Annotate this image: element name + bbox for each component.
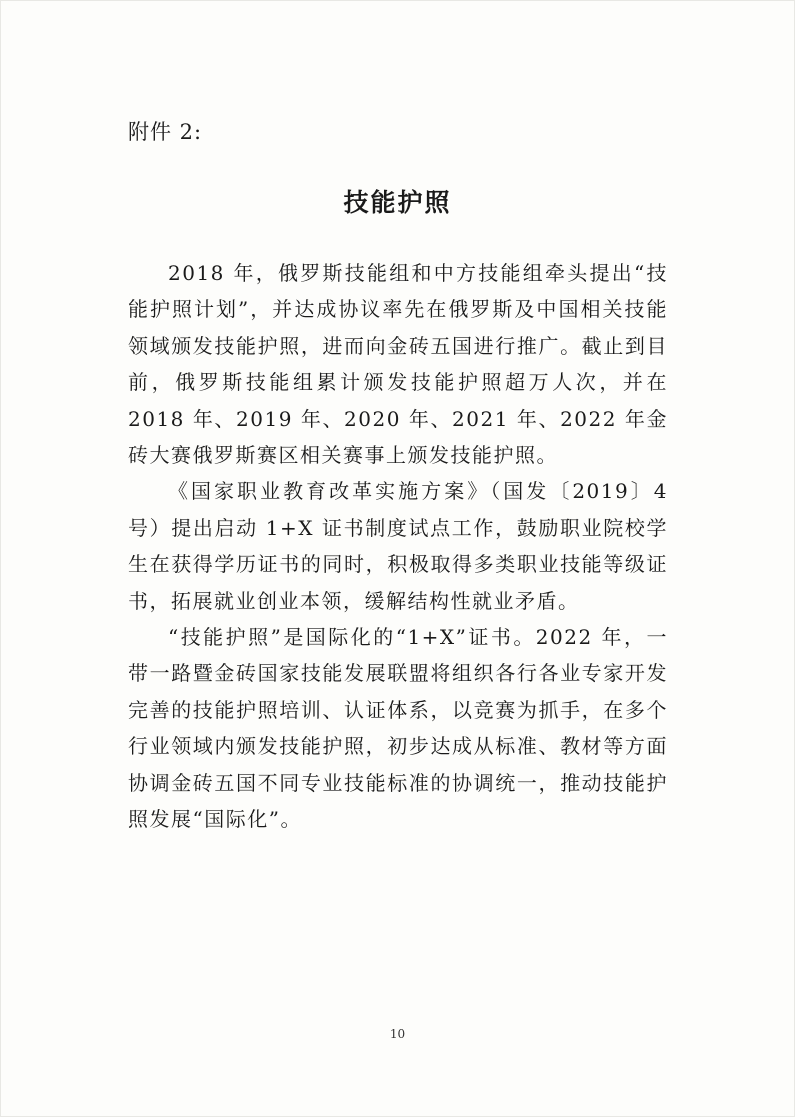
document-title: 技能护照 [343, 188, 452, 217]
paragraph-3: “技能护照”是国际化的“1+X”证书。2022 年，一带一路暨金砖国家技能发展联盟将组织各行各业专家开发完善的技能护照培训、认证体系，以竞赛为抓手，在多个行业领域内颁发技能护照，初步达成从标准、教材等方面协调金砖五国不同专业技能标准的协调统一，推动技能护照发展“国际化”。 [128, 625, 668, 832]
attachment-label: 附件 2: [128, 120, 203, 144]
paragraph-1: 2018 年，俄罗斯技能组和中方技能组牵头提出“技能护照计划”，并达成协议率先在俄罗斯及中国相关技能领域颁发技能护照，进而向金砖五国进行推广。截止到目前，俄罗斯技能组累计颁发技能护照超万人次，并在 2018 年、2019 年、2020 年、2021 年、2022 年金砖大赛俄罗斯赛区相关赛事上颁发技能护照。 [128, 261, 668, 468]
page-number: 10 [389, 1027, 406, 1041]
paragraph-2: 《国家职业教育改革实施方案》（国发〔2019〕4 号）提出启动 1+X 证书制度试点工作，鼓励职业院校学生在获得学历证书的同时，积极取得多类职业技能等级证书，拓展就业创业本领，缓解结构性就业矛盾。 [128, 479, 668, 613]
document-body [128, 255, 668, 838]
